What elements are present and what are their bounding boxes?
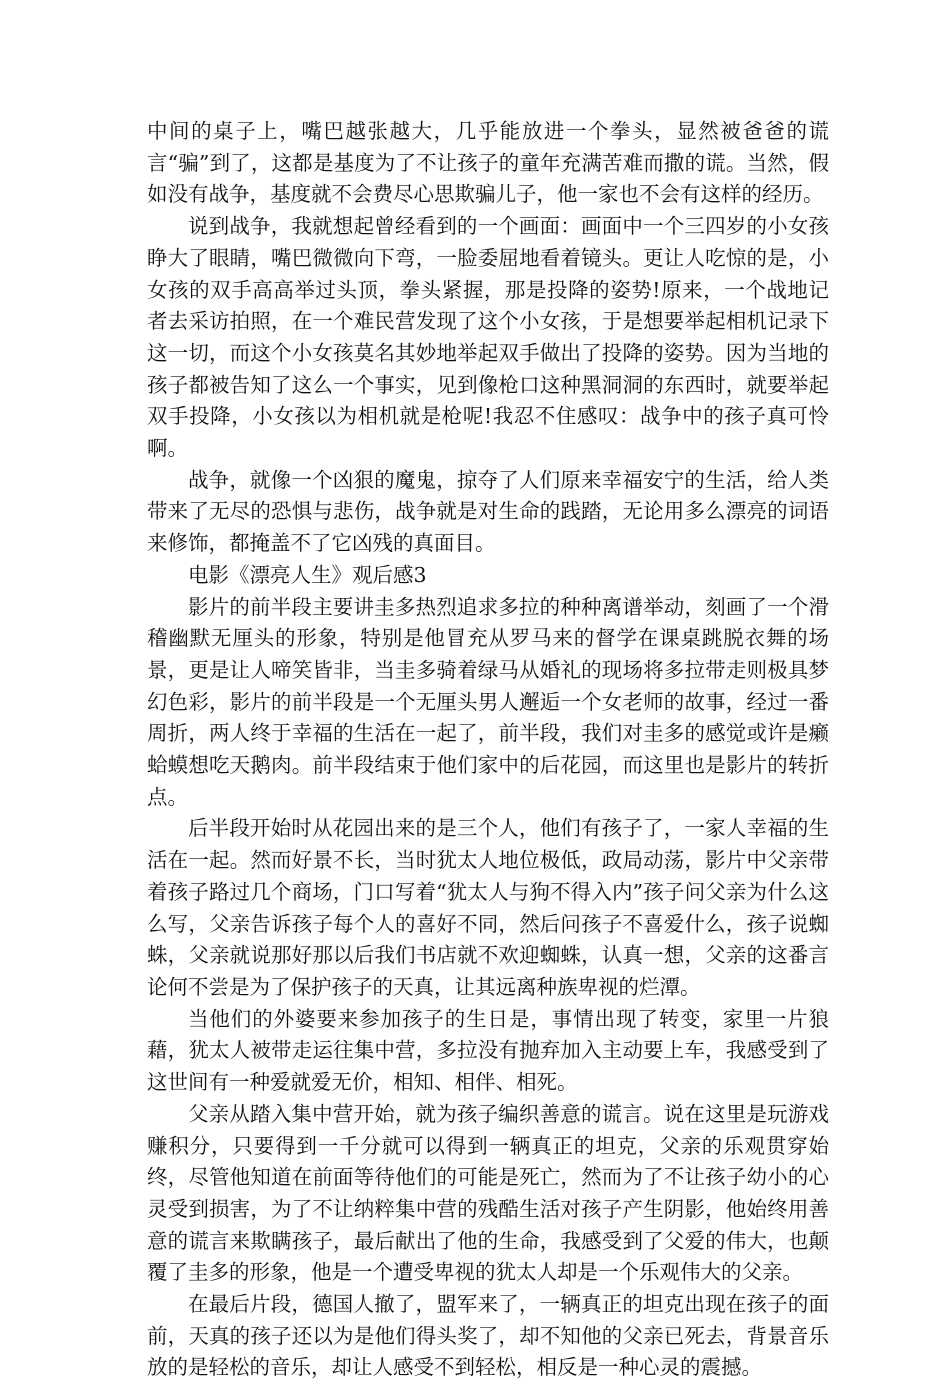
paragraph-ending: 在最后片段，德国人撤了，盟军来了，一辆真正的坦克出现在孩子的面前，天真的孩子还以为是他们得头奖了，却不知他的父亲已死去，背景音乐放的是轻松的音乐，却让人感受不到轻松，相反是一种心灵的震撼。 <box>147 1292 829 1380</box>
paragraph-war-image: 说到战争，我就想起曾经看到的一个画面：画面中一个三四岁的小女孩睁大了眼睛，嘴巴微微向下弯，一脸委屈地看着镜头。更让人吃惊的是，小女孩的双手高高举过头顶，拳头紧握，那是投降的姿势!原来，一个战地记者去采访拍照，在一个难民营发现了这个小女孩，于是想要举起相机记录下这一切，而这个小女孩莫名其妙地举起双手做出了投降的姿势。因为当地的孩子都被告知了这么一个事实，见到像枪口这种黑洞洞的东西时，就要举起双手投降，小女孩以为相机就是枪呢!我忍不住感叹：战争中的孩子真可怜啊。 <box>147 214 829 461</box>
document-body <box>147 116 829 1384</box>
paragraph-second-half: 后半段开始时从花园出来的是三个人，他们有孩子了，一家人幸福的生活在一起。然而好景不长，当时犹太人地位极低，政局动荡，影片中父亲带着孩子路过几个商场，门口写着“犹太人与狗不得入内”孩子问父亲为什么这么写，父亲告诉孩子每个人的喜好不同，然后问孩子不喜爱什么，孩子说蜘蛛，父亲就说那好那以后我们书店就不欢迎蜘蛛，认真一想，父亲的这番言论何不尝是为了保护孩子的天真，让其远离种族卑视的烂潭。 <box>147 816 829 999</box>
paragraph-first-half: 影片的前半段主要讲圭多热烈追求多拉的种种离谱举动，刻画了一个滑稽幽默无厘头的形象，特别是他冒充从罗马来的督学在课桌跳脱衣舞的场景，更是让人啼笑皆非，当圭多骑着绿马从婚礼的现场将多拉带走则极具梦幻色彩，影片的前半段是一个无厘头男人邂逅一个女老师的故事，经过一番周折，两人终于幸福的生活在一起了，前半段，我们对圭多的感觉或许是癞蛤蟆想吃天鹅肉。前半段结束于他们家中的后花园，而这里也是影片的转折点。 <box>147 594 829 809</box>
paragraph-war-devil: 战争，就像一个凶狠的魔鬼，掠夺了人们原来幸福安宁的生活，给人类带来了无尽的恐惧与悲伤，战争就是对生命的践踏，无论用多么漂亮的词语来修饰，都掩盖不了它凶残的真面目。 <box>147 467 829 556</box>
paragraph-continuation: 中间的桌子上，嘴巴越张越大，几乎能放进一个拳头，显然被爸爸的谎言“骗”到了，这都是基度为了不让孩子的童年充满苦难而撒的谎。当然，假如没有战争，基度就不会费尽心思欺骗儿子，他一家也不会有这样的经历。 <box>147 119 829 207</box>
paragraph-camp-lie: 父亲从踏入集中营开始，就为孩子编织善意的谎言。说在这里是玩游戏赚积分，只要得到一千分就可以得到一辆真正的坦克，父亲的乐观贯穿始终，尽管他知道在前面等待他们的可能是死亡，然而为了不让孩子幼小的心灵受到损害，为了不让纳粹集中营的残酷生活对孩子产生阴影，他始终用善意的谎言来欺瞒孩子，最后献出了他的生命，我感受到了父爱的伟大，也颠覆了圭多的形象，他是一个遭受卑视的犹太人却是一个乐观伟大的父亲。 <box>147 1101 829 1285</box>
paragraph-grandmother: 当他们的外婆要来参加孩子的生日是，事情出现了转变，家里一片狼藉，犹太人被带走运往集中营，多拉没有抛弃加入主动要上车，我感受到了这世间有一种爱就爱无价，相知、相伴、相死。 <box>147 1006 829 1095</box>
section-heading: 电影《漂亮人生》观后感3 <box>188 562 427 587</box>
